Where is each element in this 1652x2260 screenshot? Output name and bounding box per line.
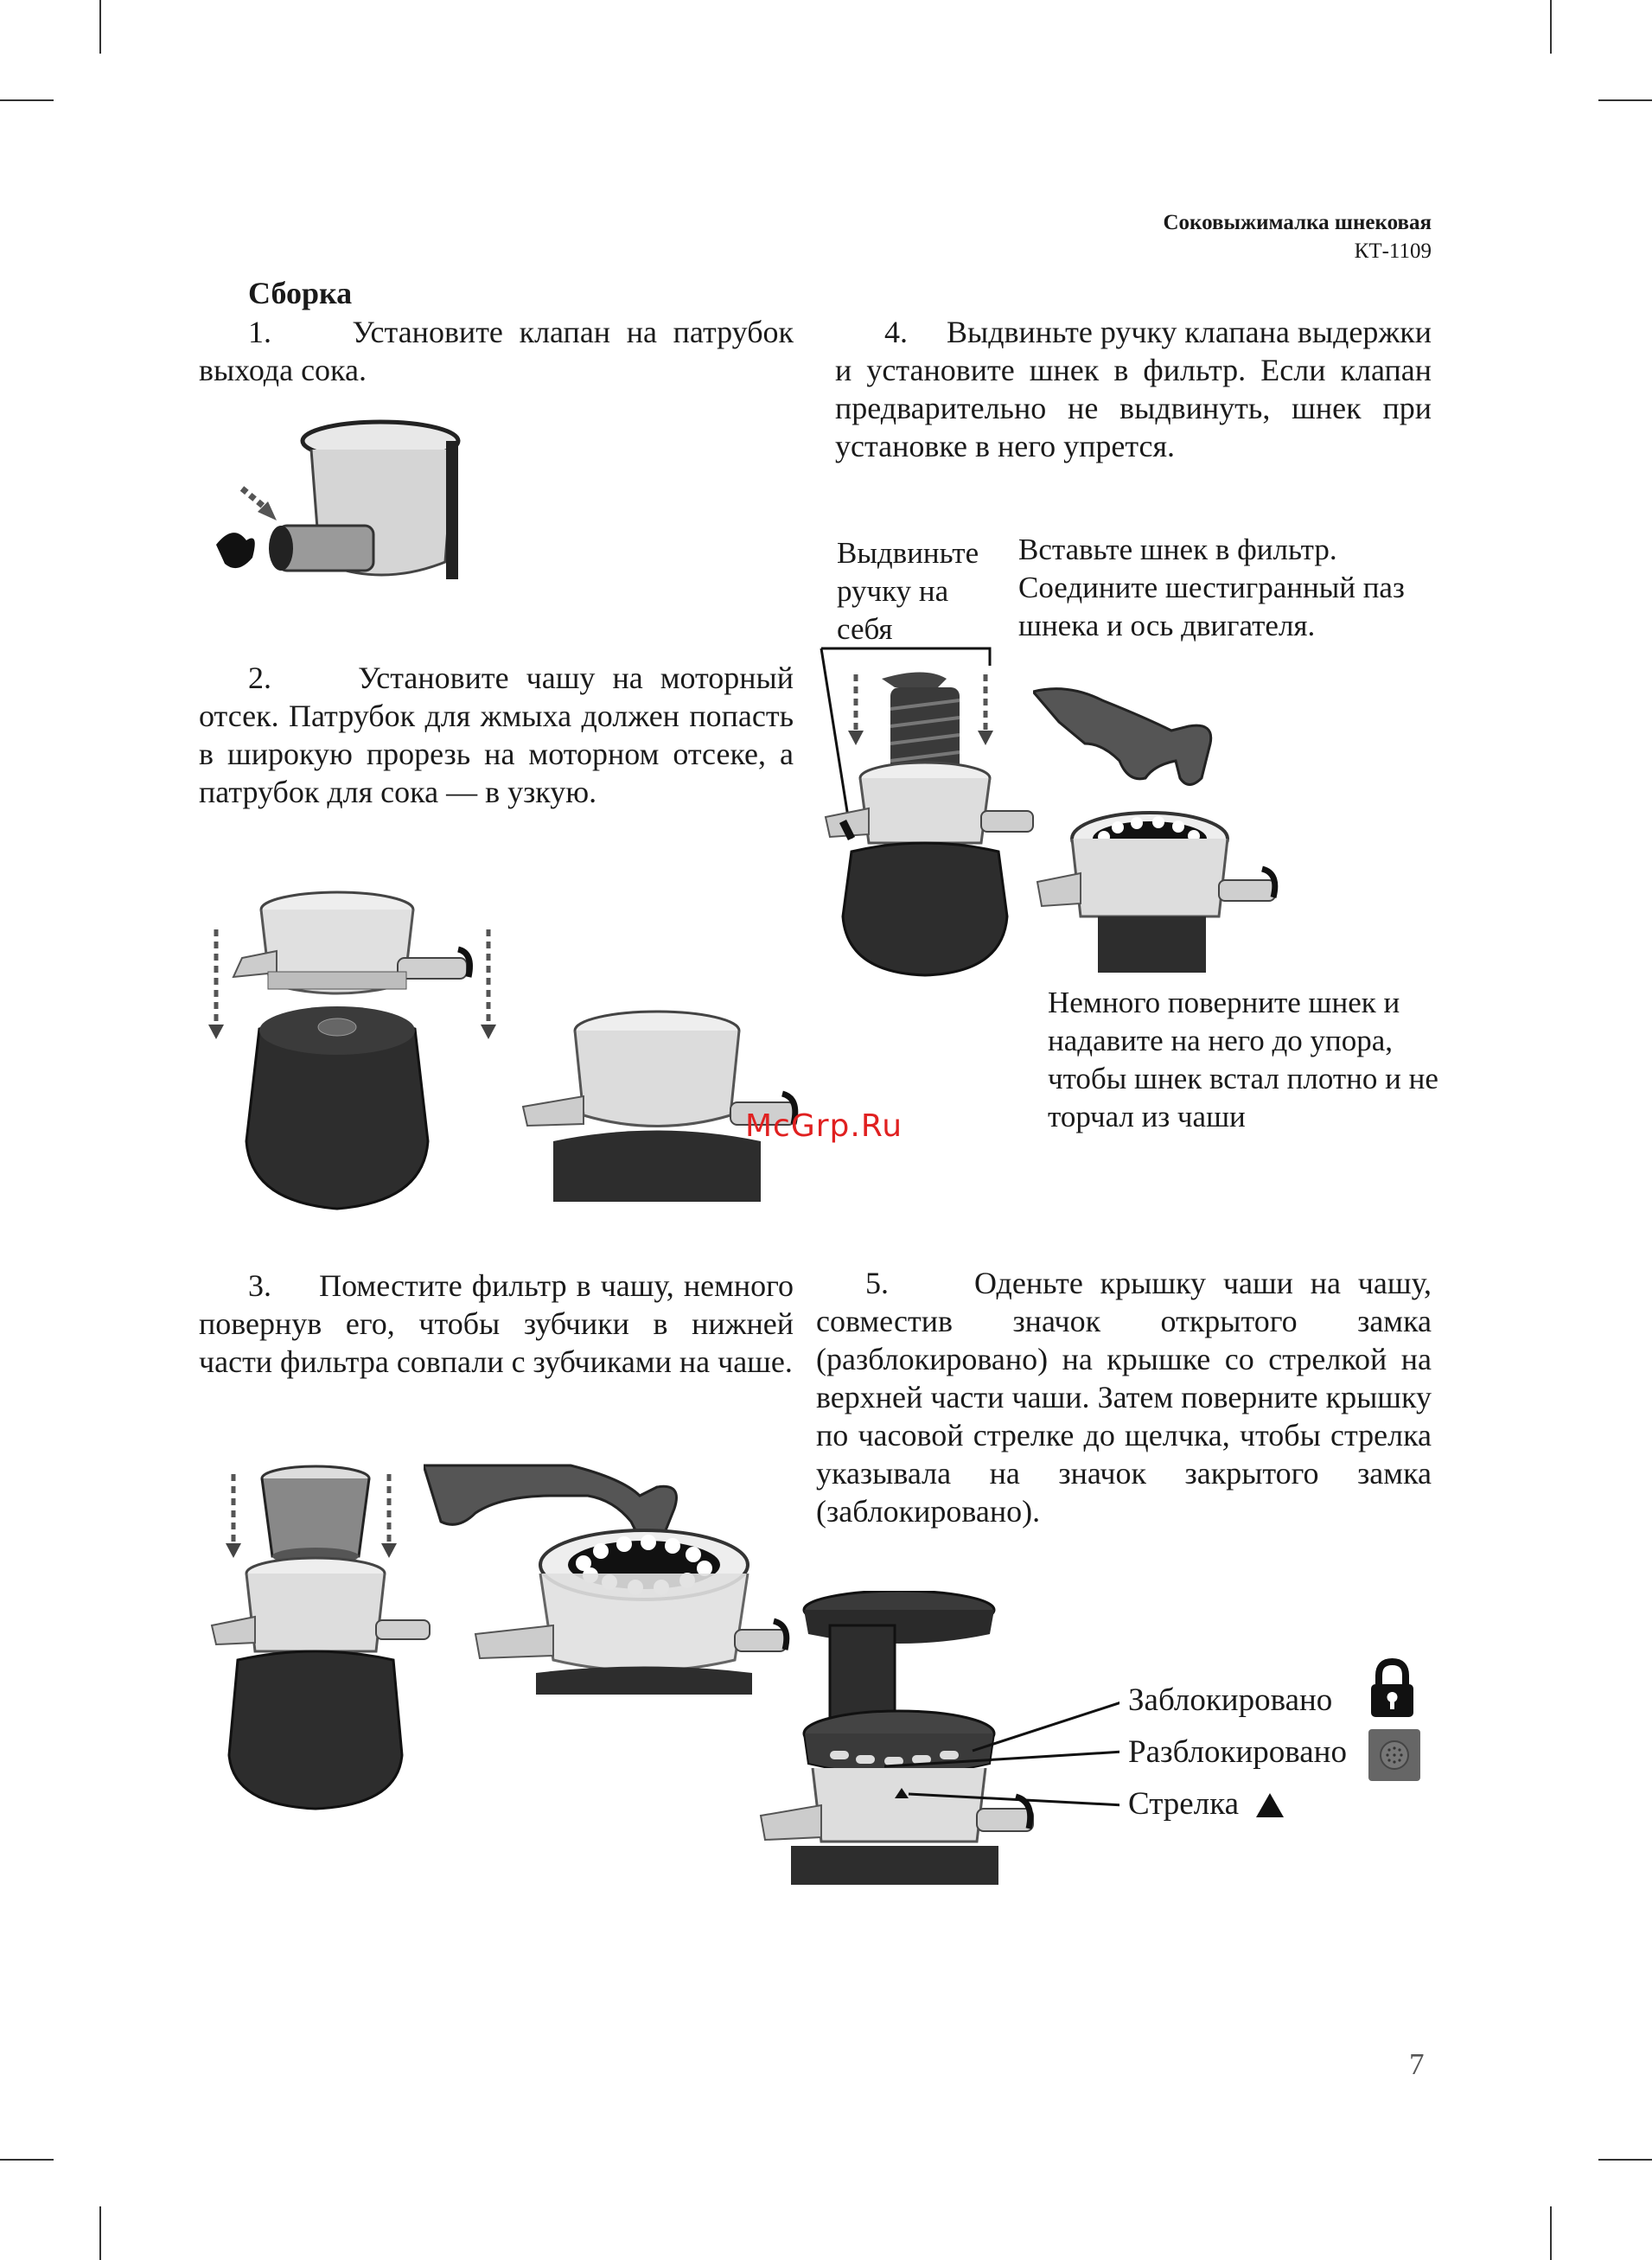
figure-filter-insert bbox=[207, 1461, 441, 1816]
crop-mark bbox=[99, 0, 101, 54]
crop-mark bbox=[1550, 0, 1552, 54]
step-4-text: 4. Выдвиньте ручку клапана выдержки и установите шнек в фильтр. Если клапан предварительно не выдвинуть, шнек при установке в него упрется. bbox=[835, 315, 1432, 463]
crop-mark bbox=[1598, 99, 1652, 101]
triangle-up-icon bbox=[1255, 1792, 1285, 1818]
label-unlocked: Разблокировано bbox=[1128, 1734, 1347, 1770]
crop-mark bbox=[0, 99, 54, 101]
caption-insert-auger: Вставьте шнек в фильтр. Соедините шестигранный паз шнека и ось двигателя. bbox=[1018, 533, 1405, 642]
crop-mark bbox=[99, 2206, 101, 2260]
figure-bowl-on-base bbox=[199, 882, 519, 1245]
page-number: 7 bbox=[1409, 2047, 1425, 2081]
crop-mark bbox=[0, 2159, 54, 2161]
header-title: Соковыжималка шнековая bbox=[1163, 211, 1432, 234]
header-model: КТ-1109 bbox=[1354, 239, 1432, 263]
figure-valve-install bbox=[199, 415, 484, 597]
step-1-text: 1. Установите клапан на патрубок выхода сока. bbox=[199, 315, 794, 387]
label-arrow: Стрелка bbox=[1128, 1786, 1240, 1822]
step-5-text: 5. Оденьте крышку чаши на чашу, совместив значок открытого замка (разблокировано) на крышке со стрелкой на верхней части чаши. Затем поверните крышку по часовой стрелке до щелчка, чтобы стрелка указывала на значок закрытого замка (заблокировано). bbox=[816, 1266, 1432, 1529]
step-3-text: 3. Поместите фильтр в чашу, немного повернув его, чтобы зубчики в нижней части фильтра совпали с зубчиками на чаше. bbox=[199, 1268, 794, 1379]
caption-pull-handle: Выдвиньте ручку на себя bbox=[837, 536, 979, 646]
figure-filter-rotate bbox=[424, 1461, 795, 1695]
figure-auger-pull-handle bbox=[817, 640, 1042, 977]
label-locked: Заблокировано bbox=[1128, 1682, 1333, 1718]
padlock-closed-icon bbox=[1368, 1658, 1416, 1719]
watermark: McGrp.Ru bbox=[745, 1108, 903, 1144]
figure-lid-lock bbox=[756, 1591, 1119, 1885]
figure-bowl-assembled bbox=[519, 1003, 804, 1202]
caption-turn-auger: Немного поверните шнек и надавите на него до упора, чтобы шнек встал плотно и не торчал из чаши bbox=[1048, 986, 1438, 1133]
crop-mark bbox=[1550, 2206, 1552, 2260]
step-2-text: 2. Установите чашу на моторный отсек. Патрубок для жмыха должен попасть в широкую прорезь на моторном отсеке, а патрубок для сока — в узкую. bbox=[199, 661, 794, 809]
figure-auger-insert bbox=[1033, 683, 1292, 977]
padlock-open-icon bbox=[1368, 1729, 1420, 1781]
section-title: Сборка bbox=[248, 276, 353, 310]
crop-mark bbox=[1598, 2159, 1652, 2161]
